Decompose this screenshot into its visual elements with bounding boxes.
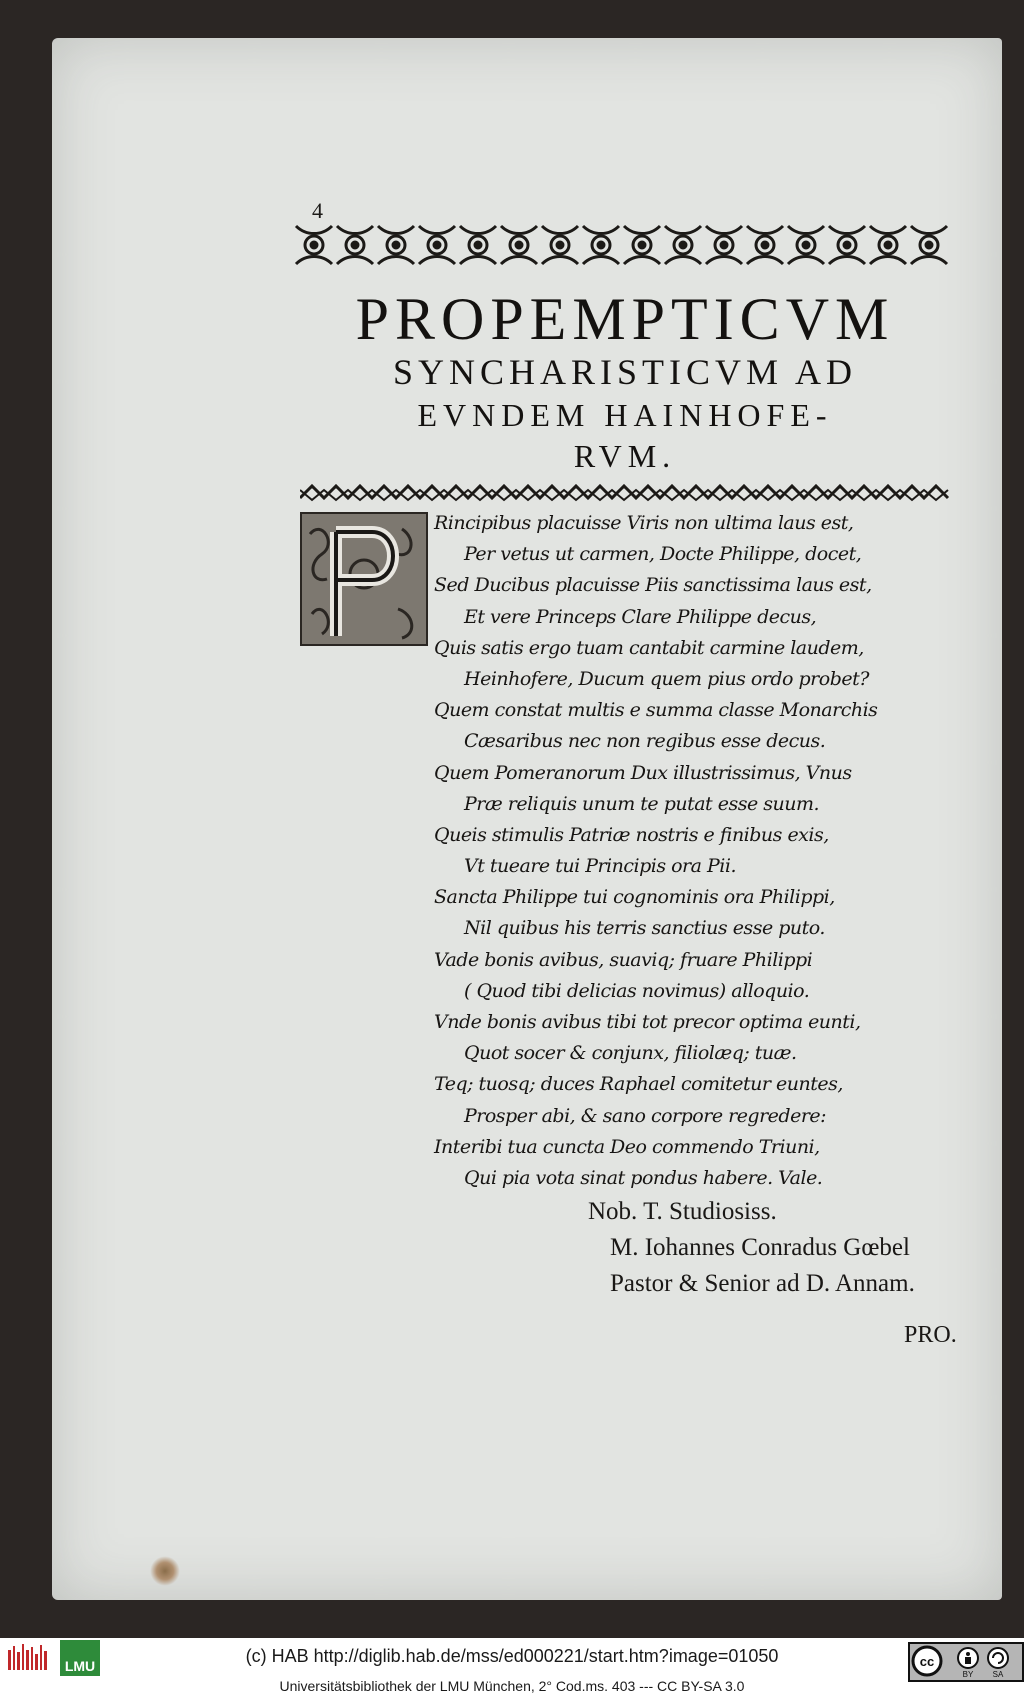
library-citation-text: Universitätsbibliothek der LMU München, 2° Cod.ms. 403 --- CC BY-SA 3.0 — [279, 1678, 745, 1694]
poem-line: Quem Pomeranorum Dux illustrissimus, Vnus — [434, 761, 852, 784]
title-line-3: EVNDEM HAINHOFE- — [417, 397, 833, 433]
poem-line: ( Quod tibi delicias novimus) alloquio. — [464, 979, 810, 1002]
poem-line: Queis stimulis Patriæ nostris e finibus exis, — [434, 823, 829, 846]
poem-line: Vnde bonis avibus tibi tot precor optima eunti, — [434, 1011, 861, 1033]
poem-line: Nil quibus his terris sanctius esse puto. — [464, 917, 825, 940]
page-number: 4 — [312, 198, 323, 223]
poem-line: Cæsaribus nec non regibus esse decus. — [464, 730, 826, 753]
poem-line: Sed Ducibus placuisse Piis sanctissima laus est, — [434, 574, 872, 597]
catchword: PRO. — [904, 1322, 957, 1348]
poem-line: Quis satis ergo tuam cantabit carmine laudem, — [434, 636, 864, 659]
lmu-logo: LMU — [60, 1640, 100, 1676]
signature-line-1: Nob. T. Studiosiss. — [588, 1198, 777, 1225]
floral-ornament-band — [294, 214, 956, 276]
poem-line: Vade bonis avibus, suaviq; fruare Philippi — [434, 948, 813, 971]
poem-line: Quot socer & conjunx, filiolæq; tuæ. — [464, 1042, 797, 1065]
cc-by-sa-license-icon[interactable] — [908, 1642, 1024, 1682]
title-line-2: SYNCHARISTICVM AD — [392, 352, 858, 392]
title-block — [280, 288, 970, 476]
cc-label: cc — [919, 1654, 935, 1669]
paper-stain — [150, 1556, 180, 1586]
sa-label: SA — [992, 1670, 1004, 1679]
signature-line-2: M. Iohannes Conradus Gœbel — [610, 1234, 910, 1261]
poem-line: Et vere Princeps Clare Philippe decus, — [464, 605, 817, 628]
footer-bar — [0, 1638, 1024, 1699]
poem-line: Per vetus ut carmen, Docte Philippe, docet, — [464, 543, 862, 566]
poem-line: Præ reliquis unum te putat esse suum. — [464, 792, 820, 815]
poem-line: Prosper abi, & sano corpore regredere: — [464, 1104, 827, 1127]
poem-line: Quem constat multis e summa classe Monarchis — [434, 699, 878, 722]
by-label: BY — [962, 1670, 974, 1679]
copyright-url-text: (c) HAB http://diglib.hab.de/mss/ed000221/start.htm?image=01050 — [245, 1646, 779, 1666]
poem-line: Rincipibus placuisse Viris non ultima laus est, — [434, 512, 854, 534]
title-line-1: PROPEMPTICVM — [355, 286, 895, 352]
title-line-4: RVM. — [573, 438, 677, 474]
signature-block — [588, 1194, 915, 1302]
poem-line: Qui pia vota sinat pondus habere. Vale. — [464, 1166, 823, 1189]
signature-line-3: Pastor & Senior ad D. Annam. — [610, 1270, 915, 1297]
poem-line: Vt tueare tui Principis ora Pii. — [464, 855, 736, 878]
ornamental-initial-P-icon — [300, 512, 428, 646]
poem-line: Interibi tua cuncta Deo commendo Triuni, — [434, 1135, 820, 1158]
poem-line: Sancta Philippe tui cognominis ora Philippi, — [434, 886, 835, 909]
poem-line: Heinhofere, Ducum quem pius ordo probet? — [464, 667, 869, 690]
poem-line: Teq; tuosq; duces Raphael comitetur euntes, — [434, 1073, 843, 1096]
zigzag-divider — [300, 482, 956, 504]
poem-body — [434, 508, 894, 1194]
